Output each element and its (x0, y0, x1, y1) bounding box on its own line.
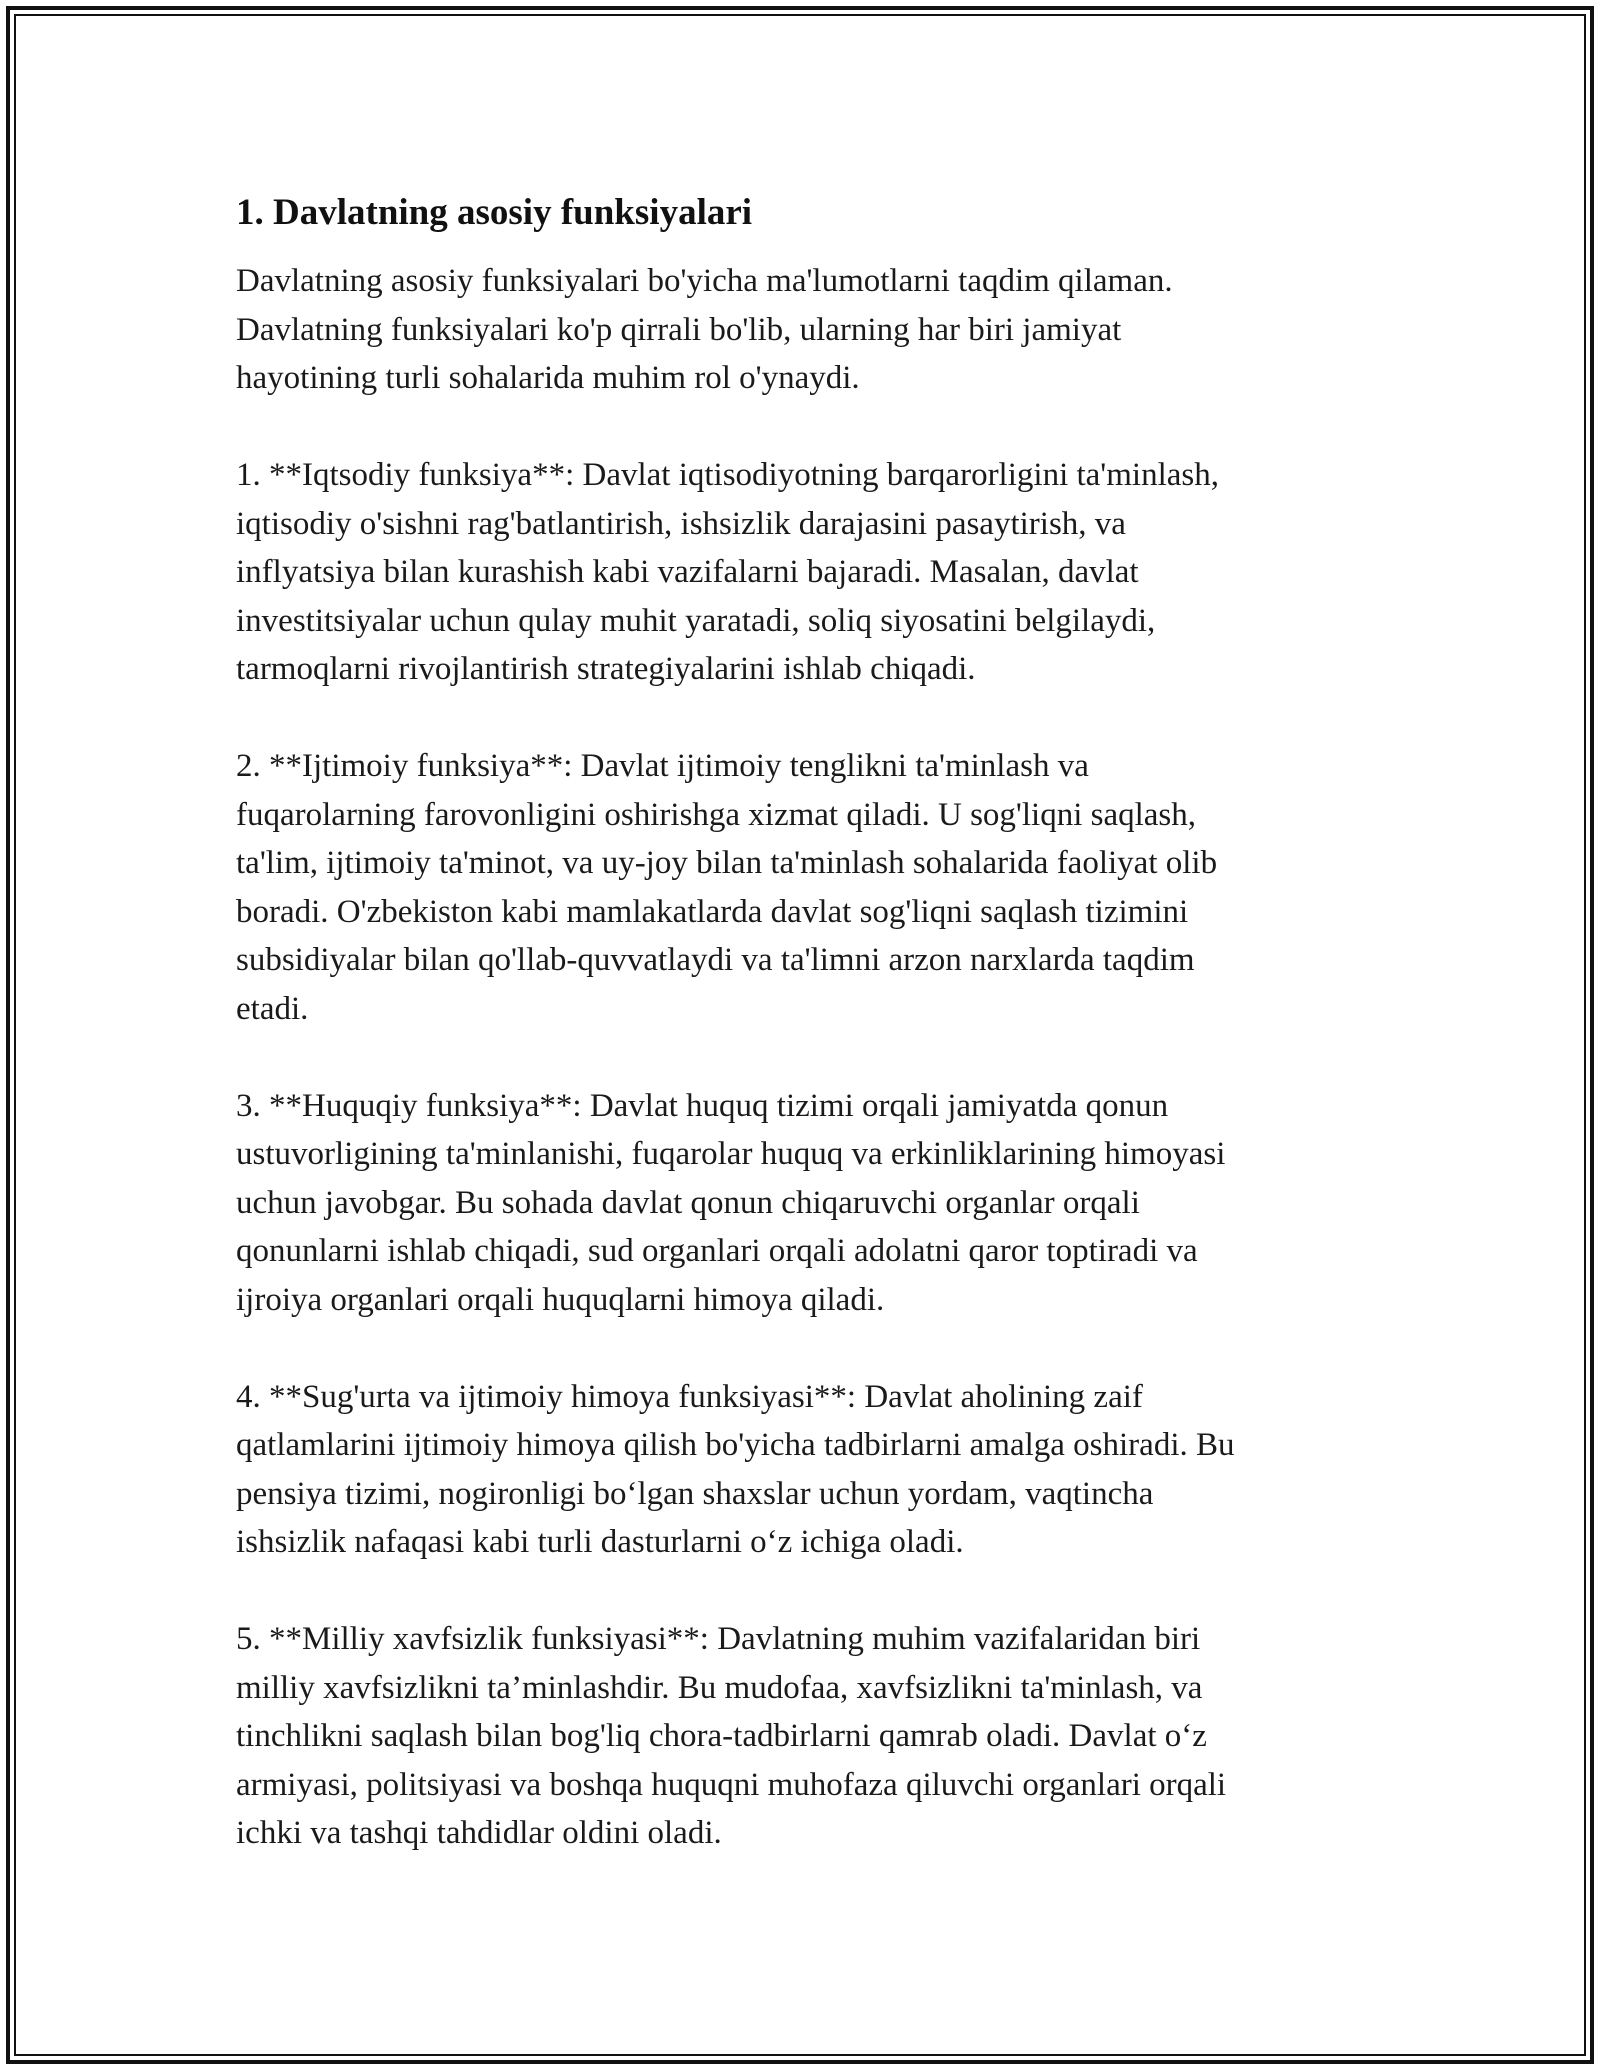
list-item-legal-function: 3. **Huquqiy funksiya**: Davlat huquq tizimi orqali jamiyatda qonun ustuvorligining ta'minlanishi, fuqarolar huquq va erkinliklarining himoyasi uchun javobgar. Bu sohada davlat qonun chiqaruvchi organlar orqali qonunlarni ishlab chiqadi, sud organlari orqali adolatni qaror toptiradi va ijroiya organlari orqali huquqlarni himoya qiladi. (236, 1087, 1226, 1318)
document-heading: 1. Davlatning asosiy funksiyalari (236, 192, 753, 233)
list-item-insurance-social-protection-function: 4. **Sug'urta va ijtimoiy himoya funksiyasi**: Davlat aholining zaif qatlamlarini ijtimoiy himoya qilish bo'yicha tadbirlarni amalga oshiradi. Bu pensiya tizimi, nogironligi bo‘lgan shaxslar uchun yordam, vaqtincha ishsizlik nafaqasi kabi turli dasturlarni o‘z ichiga oladi. (236, 1378, 1235, 1560)
document-body (236, 185, 1356, 1858)
list-item-economic-function: 1. **Iqtsodiy funksiya**: Davlat iqtisodiyotning barqarorligini ta'minlash, iqtisodiy o'sishni rag'batlantirish, ishsizlik darajasini pasaytirish, va inflyatsiya bilan kurashish kabi vazifalarni bajaradi. Masalan, davlat investitsiyalar uchun qulay muhit yaratadi, soliq siyosatini belgilaydi, tarmoqlarni rivojlantirish strategiyalarini ishlab chiqadi. (236, 457, 1219, 687)
list-item-national-security-function: 5. **Milliy xavfsizlik funksiyasi**: Davlatning muhim vazifalaridan biri milliy xavfsizlikni ta’minlashdir. Bu mudofaa, xavfsizlikni ta'minlash, va tinchlikni saqlash bilan bog'liq chora-tadbirlarni qamrab oladi. Davlat o‘z armiyasi, politsiyasi va boshqa huquqni muhofaza qiluvchi organlari orqali ichki va tashqi tahdidlar oldini oladi. (236, 1621, 1227, 1851)
intro-paragraph: Davlatning asosiy funksiyalari bo'yicha ma'lumotlarni taqdim qilaman. Davlatning funksiyalari ko'p qirrali bo'lib, ularning har biri jamiyat hayotining turli sohalarida muhim rol o'ynaydi. (236, 263, 1173, 396)
list-item-social-function: 2. **Ijtimoiy funksiya**: Davlat ijtimoiy tenglikni ta'minlash va fuqarolarning farovonligini oshirishga xizmat qiladi. U sog'liqni saqlash, ta'lim, ijtimoiy ta'minot, va uy-joy bilan ta'minlash sohalarida faoliyat olib boradi. O'zbekiston kabi mamlakatlarda davlat sog'liqni saqlash tizimini subsidiyalar bilan qo'llab-quvvatlaydi va ta'limni arzon narxlarda taqdim etadi. (236, 748, 1218, 1027)
